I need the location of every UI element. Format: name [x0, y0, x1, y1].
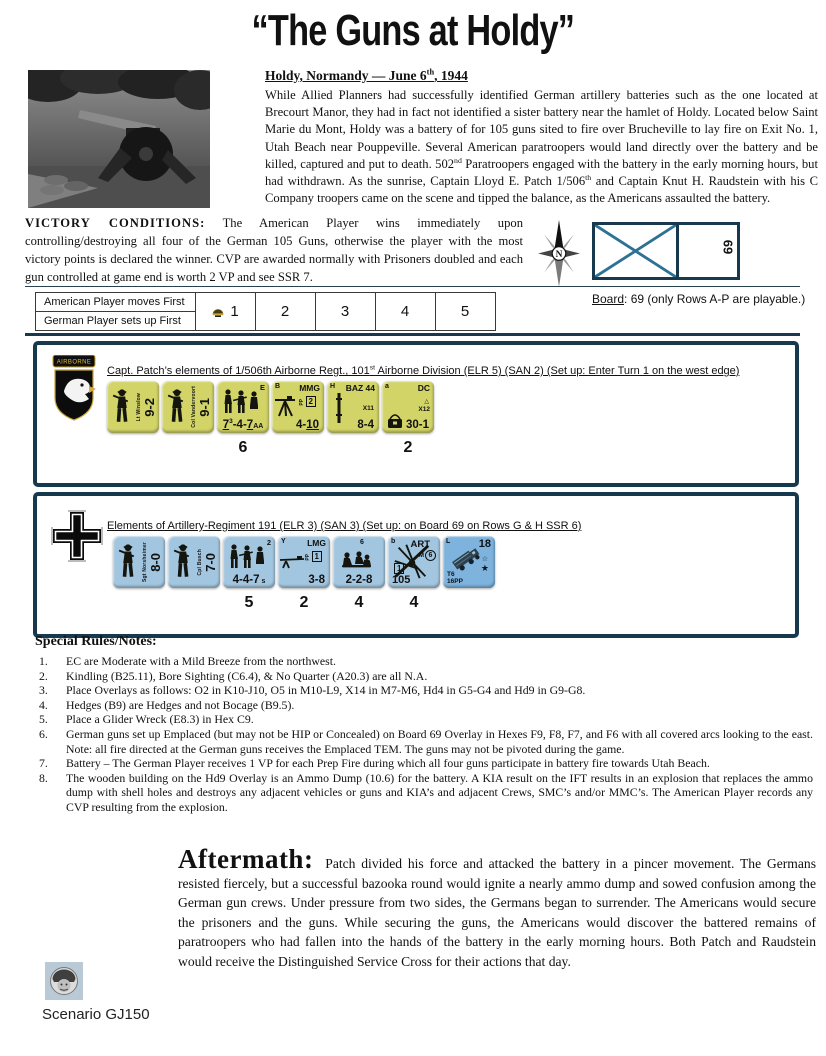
soldier-icon	[110, 388, 134, 426]
counter-us-baz44	[327, 381, 379, 433]
counter-ger-lmg	[278, 536, 330, 588]
soldier-icon	[171, 543, 195, 581]
leader-name: Col Vandervoort	[191, 386, 197, 428]
special-rules-section	[35, 634, 817, 815]
counter-quantity-empty	[272, 439, 324, 457]
counter-ger-truck	[443, 536, 495, 588]
corner-tr: 18	[478, 538, 491, 550]
counter-quantity-empty	[443, 594, 495, 612]
soldier-icon	[116, 543, 140, 581]
rule-text: The wooden building on the Hd9 Overlay is an Ammo Dump (10.6) for the battery. A KIA result on the IFT results in an explosion that replaces the ammo dump with shell holes and destroys any adjacent vehicles or guns and KIA’s and adjacent Crews, SMC’s and/or MMC’s. The American Player records any CVP resulting from the explosion.	[66, 770, 813, 814]
counter-ger-leader-busch	[168, 536, 220, 588]
corner-tl: B	[275, 383, 281, 390]
turn-cell-5	[436, 292, 496, 331]
aftermath-label: Aftermath:	[178, 844, 314, 874]
german-counter-counts	[113, 594, 495, 612]
satchel-icon	[386, 413, 404, 429]
turn-track	[35, 292, 496, 331]
counter-statline: 8-4	[357, 419, 374, 431]
101st-airborne-patch-icon	[51, 355, 97, 423]
scenario-id: Scenario GJ150	[42, 1006, 150, 1023]
breakdown-number: X11	[362, 405, 374, 412]
mg-tripod-icon	[274, 394, 298, 420]
intro-section	[265, 68, 818, 207]
white-star-icon: ☆	[481, 556, 488, 563]
intro-body: While Allied Planners had successfully identified German artillery batteries such as the one located at Brecourt Manor, they had in fact not identified a sister battery near the hamlet of Holdy. Located below Saint Marie du Mont, Holdy was a battery of for 105 guns sited to fire over Brucheville to lay fire on Exit No. 1, Utah Beach near Pouppeville. Several American paratroopers would land directly over the battery and be killed, captured and put to death. 502nd Paratroopers engaged with the battery in the early morning hours, but had withdrawn. As the sunrise, Captain Lloyd E. Patch 1/506th and Captain Knut H. Raudstein with his C Company troopers came on the scene and tipped the balance, as the Americans assaulted the battery.	[265, 88, 819, 206]
intro-heading: Holdy, Normandy — June 6th, 1944	[265, 67, 468, 83]
german-ob-box	[33, 492, 799, 638]
turn-track-labels	[35, 292, 196, 331]
rule-number: 1.	[39, 654, 48, 668]
turn-cell-1	[196, 292, 256, 331]
counter-statline: 2-2-8	[345, 574, 373, 586]
scenario-photo	[28, 70, 210, 208]
counter-quantity: 4	[409, 594, 419, 611]
victory-label: VICTORY CONDITIONS:	[25, 216, 206, 230]
weapon-label: ART	[410, 539, 430, 550]
corner-tl: a	[385, 383, 389, 390]
gun-caliber: 105	[392, 574, 411, 586]
leader-name: Cpl Busch	[197, 548, 203, 576]
rule-number: 2.	[39, 668, 48, 683]
counter-us-leader-vandervoort	[162, 381, 214, 433]
leader-labels	[136, 381, 157, 433]
turn-number: 2	[280, 303, 290, 320]
turn-cell-3	[316, 292, 376, 331]
leader-labels	[191, 381, 212, 433]
counter-statline: 30-1	[405, 419, 429, 431]
corner-tr: E	[259, 383, 265, 392]
board-caption	[592, 292, 805, 306]
soldier-icon	[165, 388, 189, 426]
portage-label: PP	[305, 554, 311, 561]
special-rule-item	[35, 683, 817, 698]
turn-track-row-german: German Player sets up First	[36, 311, 195, 330]
counter-statline: 4-10	[295, 419, 319, 431]
rule-text: Place Overlays as follows: O2 in K10-J10, O5 in M10-L9, X14 in M7-M6, Hd4 in G5-G4 and Hd9 in G9-G8.	[66, 683, 586, 698]
counter-quantity: 5	[244, 594, 254, 611]
victory-conditions	[25, 214, 523, 286]
counter-quantity: 2	[403, 439, 413, 456]
counter-quantity: 2	[299, 594, 309, 611]
corner-tr: 2	[266, 538, 271, 547]
weapon-label: BAZ 44	[345, 383, 375, 393]
weapon-label: DC	[417, 383, 430, 393]
rule-text: Hedges (B9) are Hedges and not Bocage (B9.5).	[66, 697, 295, 712]
baz-tube-icon	[335, 392, 343, 424]
breakdown-number: X12	[418, 406, 430, 413]
vehicle-tow-portage: T6 16PP	[447, 571, 463, 585]
board-half-crossed-out	[595, 225, 679, 277]
turn-track-row-american: American Player moves First	[44, 296, 185, 308]
board-caption-label: Board	[592, 292, 625, 306]
aftermath-text: Patch divided his force and attacked the battery in a pincer movement. The Germans resisted fiercely, but a successful bazooka round would ignite a nearly ammo dump and sowed confusion among the German gun crews. Under pressure from two sides, the Germans began to surrender. The Americans would secure the prisoners and the guns. While securing the guns, the Americans would discover the battered remains of paratroopers who had fallen into the hands of the battery in the early morning hours. Both Patch and Raudstein would receive the Distinguished Service Cross for their actions that day.	[178, 856, 816, 969]
special-rule-item	[35, 654, 817, 669]
x-mark-icon	[595, 225, 676, 277]
counter-ger-leader-norsheimer	[113, 536, 165, 588]
board-diagram	[592, 222, 740, 280]
special-rules-heading: Special Rules/Notes:	[35, 634, 157, 649]
special-rule-item	[35, 727, 817, 756]
special-rule-item	[35, 669, 817, 684]
leader-rating: 9-1	[197, 397, 212, 417]
squad3-icon	[227, 543, 267, 569]
special-rule-item	[35, 712, 817, 727]
rule-number: 7.	[39, 756, 48, 771]
turn-track-cells	[196, 292, 496, 331]
divider-thin	[25, 286, 800, 287]
weapon-label: LMG	[307, 538, 326, 548]
counter-ger-squad-447	[223, 536, 275, 588]
american-ob-box	[33, 341, 799, 487]
counter-ger-crew-228	[333, 536, 385, 588]
turn-number: 3	[340, 303, 350, 320]
german-cross-icon	[51, 510, 103, 562]
gun-malfunction	[419, 550, 436, 561]
counter-ger-art-105	[388, 536, 440, 588]
squad3-icon	[221, 388, 261, 414]
turn-number: 5	[460, 303, 470, 320]
american-counters-row	[107, 381, 434, 433]
corner-tr: 6	[360, 539, 364, 546]
leader-name: Sgt Norsheimer	[142, 541, 148, 583]
lmg-icon	[279, 553, 305, 571]
black-star-icon: ★	[480, 563, 489, 573]
turn-cell-4	[376, 292, 436, 331]
rule-text: EC are Moderate with a Mild Breeze from the northwest.	[66, 654, 336, 668]
corner-tl: b	[391, 538, 396, 545]
turn-number: 4	[400, 303, 410, 320]
compass-rose-icon	[536, 220, 582, 288]
counter-us-dc	[382, 381, 434, 433]
svg-text:AIRBORNE: AIRBORNE	[56, 359, 92, 366]
special-rule-item	[35, 771, 817, 815]
rof-box: 2	[306, 396, 316, 407]
leader-rating: 9-2	[142, 397, 157, 417]
turn-cell-2	[256, 292, 316, 331]
rule-text: Place a Glider Wreck (E8.3) in Hex C9.	[66, 712, 254, 727]
special-rules-list	[35, 654, 817, 815]
leader-labels	[142, 536, 163, 588]
leader-labels	[197, 536, 218, 588]
counter-us-leader-winslow	[107, 381, 159, 433]
counter-quantity-empty	[162, 439, 214, 457]
counter-statline: 3-8	[308, 574, 325, 586]
board-caption-text: : 69 (only Rows A-P are playable.)	[624, 292, 806, 306]
counter-quantity: 4	[354, 594, 364, 611]
rule-number: 5.	[39, 712, 48, 727]
turn-number: 1	[230, 303, 239, 320]
special-rule-item	[35, 756, 817, 771]
leader-rating: 7-0	[203, 552, 218, 572]
special-rule-item	[35, 698, 817, 713]
helmet-icon	[211, 305, 225, 318]
rule-number: 4.	[39, 697, 48, 712]
svg-text:N: N	[555, 250, 563, 261]
corner-tl: L	[446, 538, 451, 545]
rule-number: 8.	[39, 770, 48, 785]
victory-text: The American Player wins immediately upon controlling/destroying all four of the German 105 Guns, otherwise the player with the most victory points is declared the winner. CVP are awarded normally with Prisoners doubled and each gun controlled at game end is worth 2 VP and see SSR 7.	[25, 216, 523, 284]
portage-label: PP	[299, 399, 305, 406]
divider-navy	[25, 333, 800, 336]
gun-box-number: 1	[394, 563, 404, 574]
counter-quantity: 6	[238, 439, 248, 456]
counter-quantity-empty	[107, 439, 159, 457]
corner-tl: Y	[281, 538, 286, 545]
board-number: 69	[720, 239, 736, 255]
american-ob-header: Capt. Patch’s elements of 1/506th Airborne Regt., 101st Airborne Division (ELR 5) (SAN 2) (Set up: Enter Turn 1 on the west edge)	[107, 364, 740, 377]
counter-statline: $7^3-4-7AA$	[222, 418, 264, 431]
rule-text: Kindling (B25.11), Bore Sighting (C6.4), & No Quarter (A20.3) are all N.A.	[66, 668, 428, 683]
rule-text: Battery – The German Player receives 1 VP for each Prep Fire during which all four guns participate in battery fire towards Utah Beach.	[66, 756, 710, 771]
leader-name: Lt Winslow	[136, 392, 142, 422]
counter-quantity-empty	[168, 594, 220, 612]
rof-box: 1	[312, 551, 322, 562]
leader-rating: 8-0	[148, 552, 163, 572]
aftermath-section	[178, 844, 816, 971]
publisher-logo-icon	[45, 962, 83, 1000]
counter-us-squad-747	[217, 381, 269, 433]
crew-icon	[339, 549, 373, 573]
counter-quantity-empty	[113, 594, 165, 612]
rule-number: 3.	[39, 683, 48, 698]
rule-text: German guns set up Emplaced (but may not be HIP or Concealed) on Board 69 Overlay in Hexes F9, F8, F7, and F6 with all covered arcs looking to the east. Note: all fire directed at the German guns receives the Emplaced TEM. The guns may not be pivoted during the game.	[66, 726, 813, 756]
page-title: “The Guns at Holdy”	[251, 6, 575, 55]
american-counter-counts	[107, 439, 434, 457]
rule-number: 6.	[39, 726, 48, 741]
dispersal-mark: △	[424, 399, 429, 405]
artillery-photo-image	[28, 70, 210, 208]
german-ob-header: Elements of Artillery-Regiment 191 (ELR 3) (SAN 3) (Set up: on Board 69 on Rows G & H SSR 6)	[107, 520, 582, 532]
gun-m-label: M	[419, 552, 424, 559]
weapon-label: MMG	[299, 383, 320, 393]
counter-us-mmg	[272, 381, 324, 433]
gun-rof-circle: 6	[425, 550, 436, 561]
german-counters-row	[113, 536, 495, 588]
board-half-playable	[679, 225, 737, 277]
corner-tl: H	[330, 383, 336, 390]
counter-statline: 4-4-7 s	[232, 574, 266, 586]
counter-quantity-empty	[327, 439, 379, 457]
